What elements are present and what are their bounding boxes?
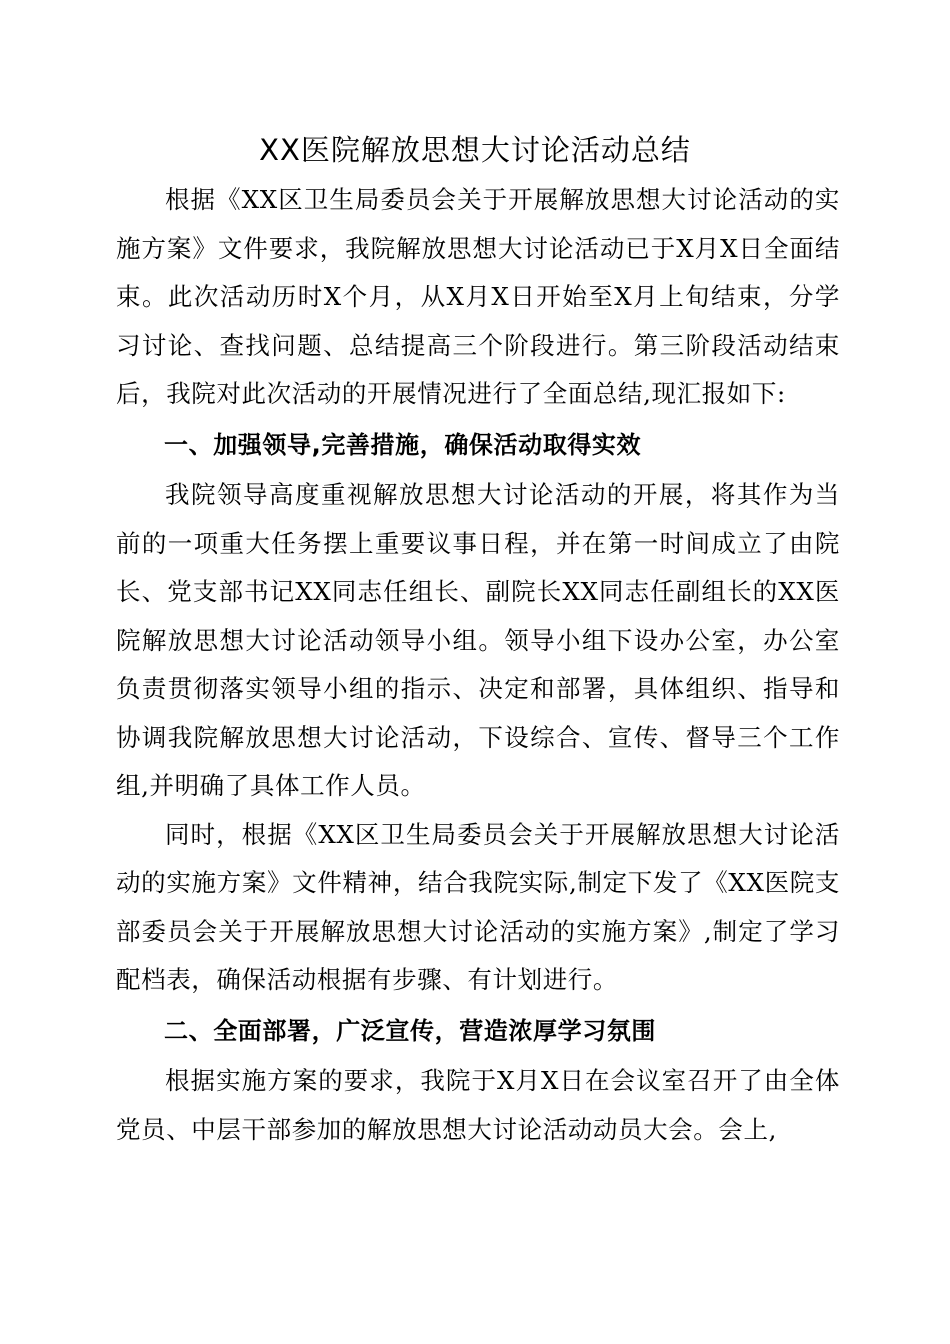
section-2-heading: 二、全面部署，广泛宣传，营造浓厚学习氛围 [164, 1016, 656, 1045]
intro-paragraph: 根据《XX区卫生局委员会关于开展解放思想大讨论活动的实施方案》文件要求，我院解放思想大讨论活动已于X月X日全面结束。此次活动历时X个月，从X月X日开始至X月上旬结束，分学习讨论、查找问题、总结提高三个阶段进行。第三阶段活动结束后，我院对此次活动的开展情况进行了全面总结,现汇报如下: [116, 185, 840, 408]
section-1-paragraph-1: 我院领导高度重视解放思想大讨论活动的开展，将其作为当前的一项重大任务摆上重要议事日程，并在第一时间成立了由院长、党支部书记XX同志任组长、副院长XX同志任副组长的XX医院解放思想大讨论活动领导小组。领导小组下设办公室，办公室负责贯彻落实领导小组的指示、决定和部署，具体组织、指导和协调我院解放思想大讨论活动，下设综合、宣传、督导三个工作组,并明确了具体工作人员。 [116, 480, 840, 800]
section-1-paragraph-2: 同时，根据《XX区卫生局委员会关于开展解放思想大讨论活动的实施方案》文件精神，结合我院实际,制定下发了《XX医院支部委员会关于开展解放思想大讨论活动的实施方案》,制定了学习配档表，确保活动根据有步骤、有计划进行。 [116, 819, 840, 994]
section-2-paragraph-1: 根据实施方案的要求，我院于X月X日在会议室召开了由全体党员、中层干部参加的解放思想大讨论活动动员大会。会上, [116, 1066, 840, 1144]
document-title: XX医院解放思想大讨论活动总结 [259, 133, 691, 167]
section-1-heading: 一、加强领导,完善措施，确保活动取得实效 [164, 430, 642, 459]
document-body [116, 176, 840, 1154]
